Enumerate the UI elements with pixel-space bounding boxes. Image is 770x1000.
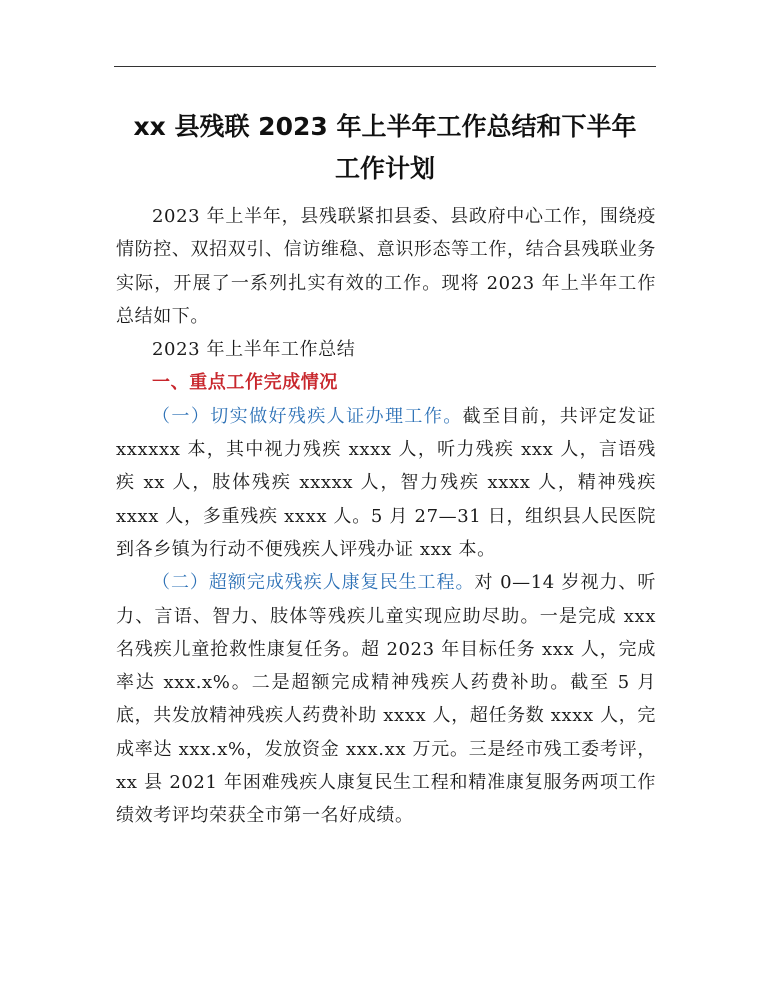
document-body	[116, 200, 656, 833]
intro-paragraph: 2023 年上半年，县残联紧扣县委、县政府中心工作，围绕疫情防控、双招双引、信访维稳、意识形态等工作，结合县残联业务实际，开展了一系列扎实有效的工作。现将 2023 年上半年工作总结如下。	[116, 206, 656, 327]
item-1-title: （一）切实做好残疾人证办理工作。	[152, 405, 463, 427]
title-line-1: xx 县残联 2023 年上半年工作总结和下半年	[133, 112, 637, 141]
document-title	[100, 106, 670, 190]
section-heading: 一、重点工作完成情况	[152, 372, 338, 394]
item-1-paragraph	[116, 400, 656, 566]
title-line-2: 工作计划	[334, 154, 435, 183]
item-1-body: 截至目前，共评定发证 xxxxxx 本，其中视力残疾 xxxx 人，听力残疾 xxx 人，言语残疾 xx 人，肢体残疾 xxxxx 人，智力残疾 xxxx 人，精神残疾 xxxx 人，多重残疾 xxxx 人。5 月 27—31 日，组织县人民医院到各乡镇为行动不便残疾人评残办证 xxx 本。	[116, 405, 656, 560]
header-rule	[114, 66, 656, 67]
item-2-title: （二）超额完成残疾人康复民生工程。	[152, 572, 475, 594]
section-label: 2023 年上半年工作总结	[152, 339, 356, 361]
item-2-body: 对 0—14 岁视力、听力、言语、智力、肢体等残疾儿童实现应助尽助。一是完成 xxx 名残疾儿童抢救性康复任务。超 2023 年目标任务 xxx 人，完成率达 xxx.x%。二是超额完成精神残疾人药费补助。截至 5 月底，共发放精神残疾人药费补助 xxxx 人，超任务数 xxxx 人，完成率达 xxx.x%，发放资金 xxx.xx 万元。三是经市残工委考评，xx 县 2021 年困难残疾人康复民生工程和精准康复服务两项工作绩效考评均荣获全市第一名好成绩。	[116, 572, 657, 827]
item-2-paragraph	[116, 566, 656, 832]
